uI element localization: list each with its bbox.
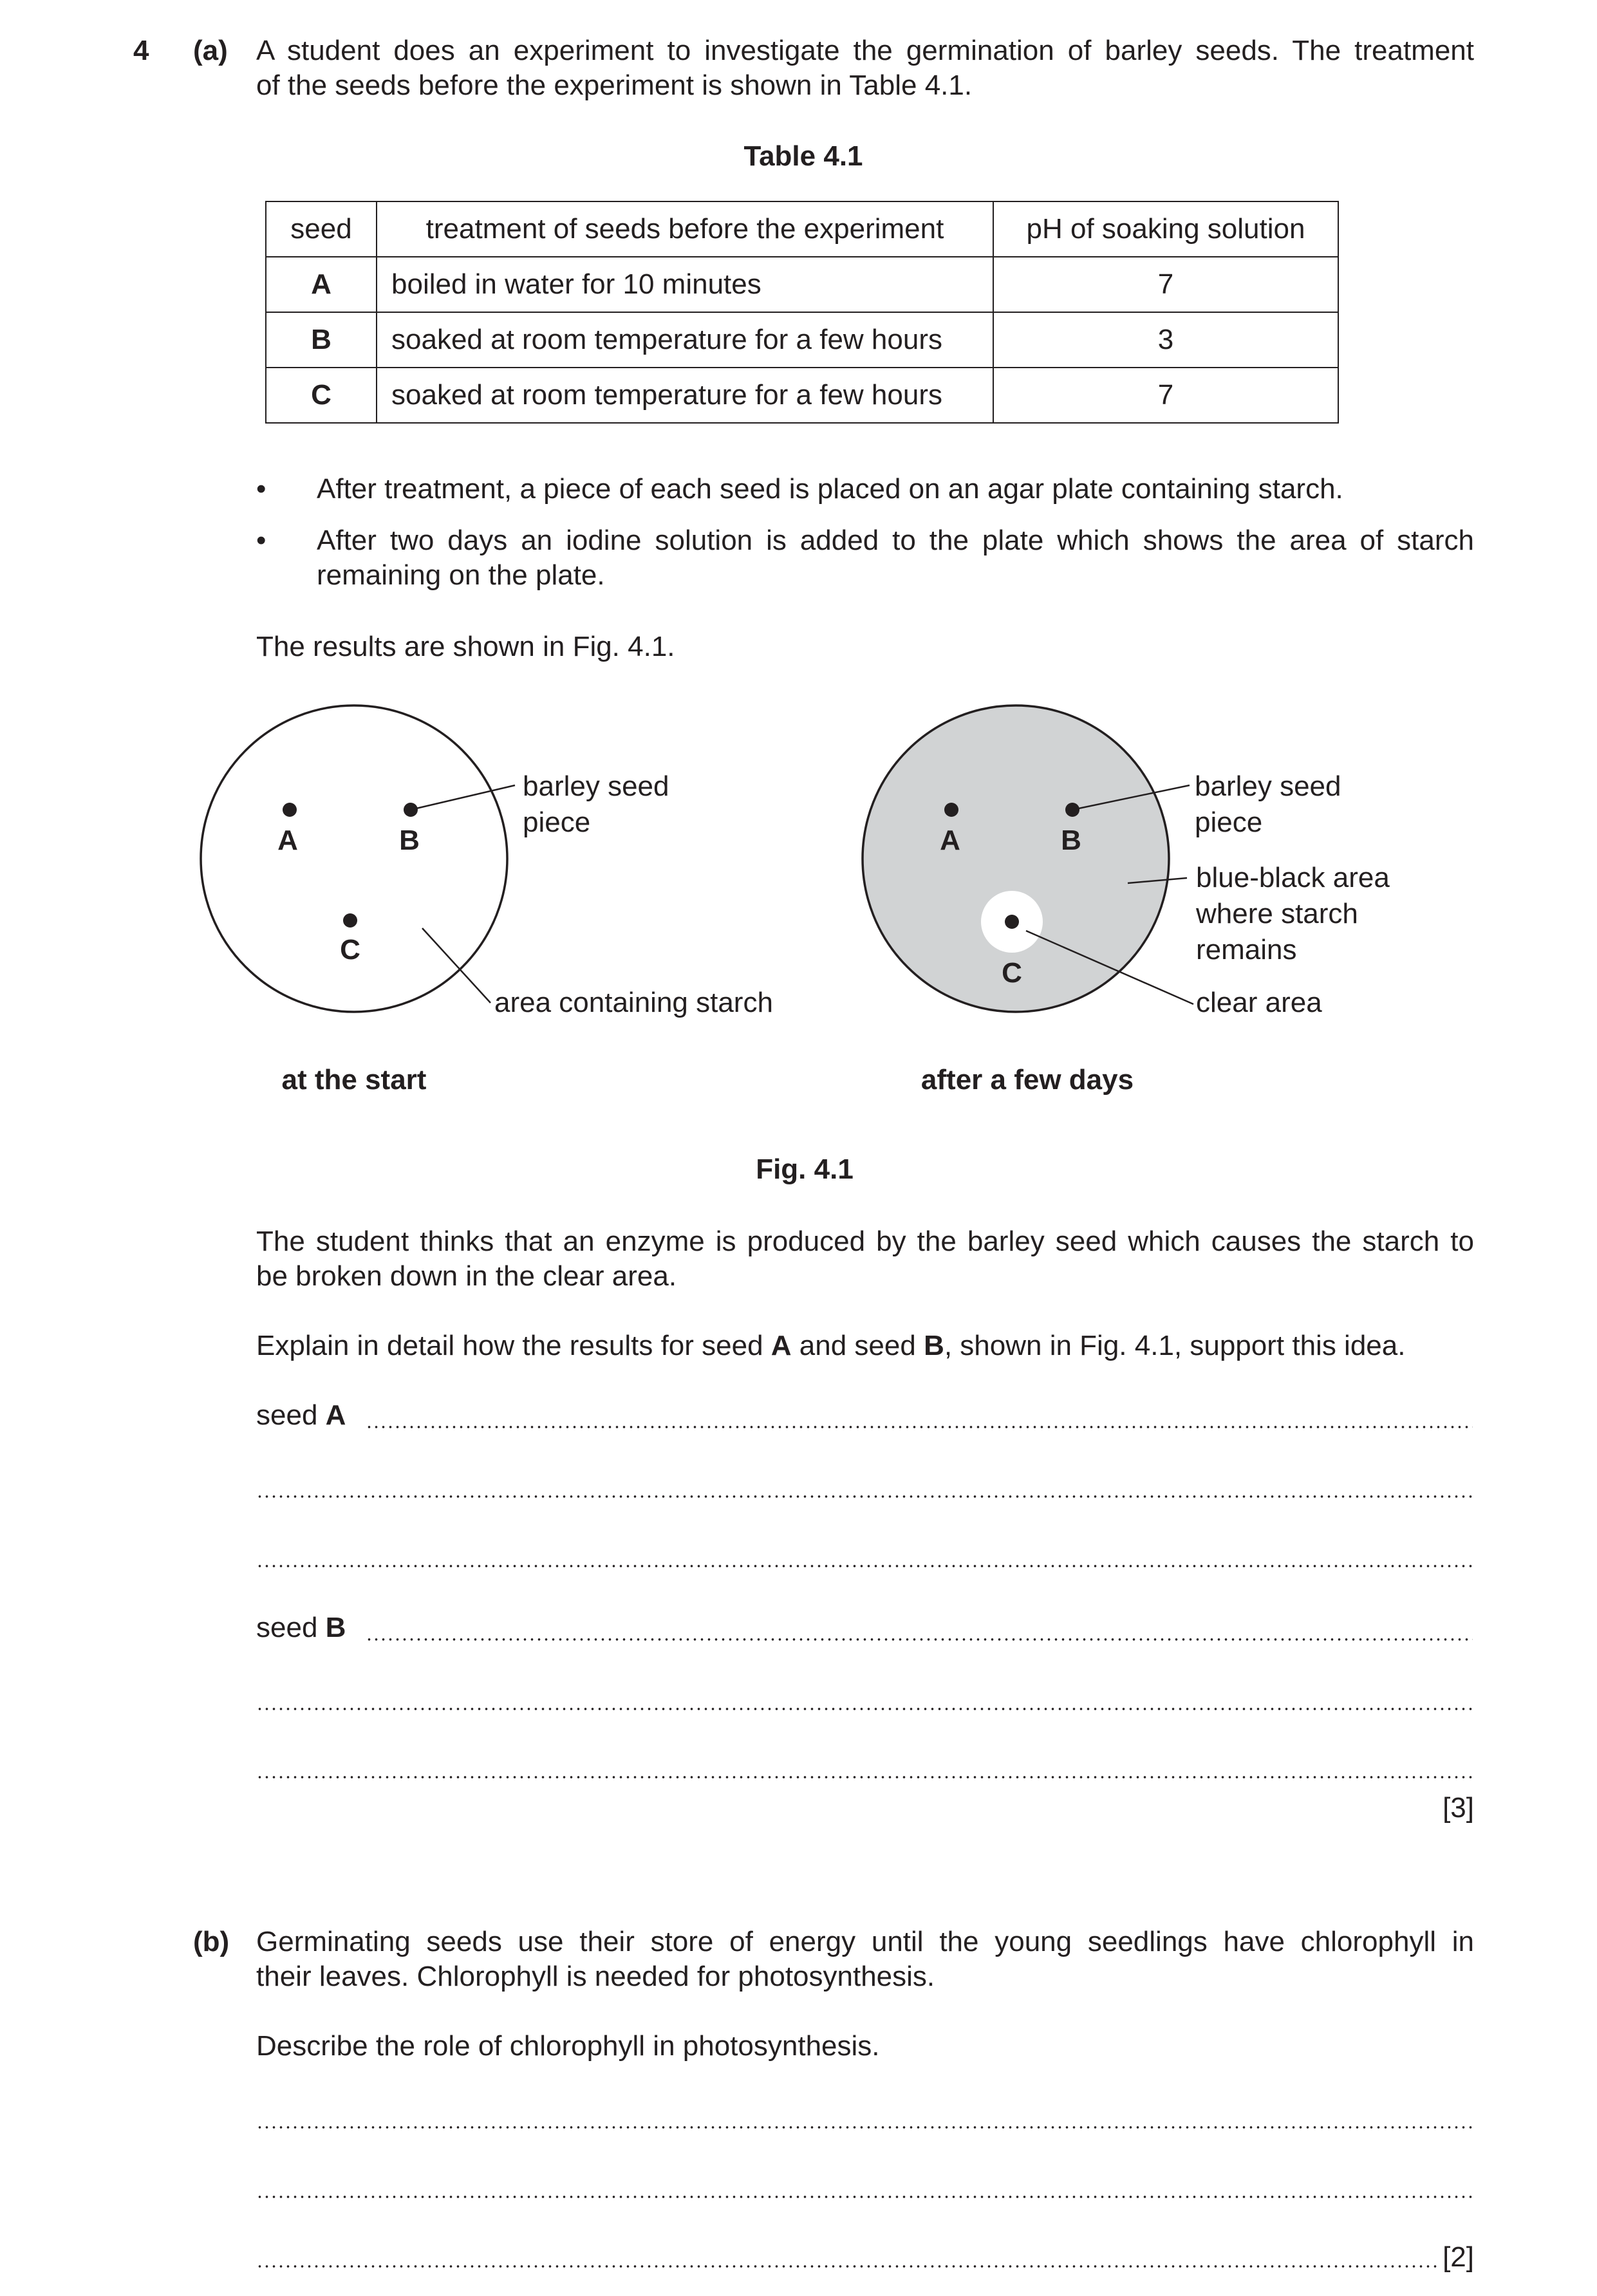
table-title: Table 4.1 bbox=[743, 140, 863, 172]
seed-a-label: seed A bbox=[256, 1399, 346, 1431]
answer-line-part-b-1[interactable] bbox=[256, 2125, 1473, 2129]
cell-ph: 7 bbox=[993, 257, 1338, 312]
answer-line-seed-a-3[interactable] bbox=[256, 1564, 1473, 1568]
seed-dot-c bbox=[343, 913, 357, 928]
dish-at-start bbox=[201, 705, 773, 1096]
label-piece: piece bbox=[523, 807, 591, 838]
answer-line-part-b-2[interactable] bbox=[256, 2195, 1473, 2199]
answer-line-seed-b-3[interactable] bbox=[256, 1775, 1473, 1779]
results-text: The results are shown in Fig. 4.1. bbox=[256, 631, 675, 662]
caption-at-start: at the start bbox=[281, 1064, 427, 1096]
answer-line-seed-a-2[interactable] bbox=[256, 1495, 1473, 1498]
cell-ph: 7 bbox=[993, 368, 1338, 423]
seed-dot-a bbox=[944, 803, 958, 817]
seed-label-b: B bbox=[399, 825, 420, 856]
cell-seed: C bbox=[266, 368, 377, 423]
label-barley-seed: barley seed bbox=[1195, 770, 1341, 802]
label-remains: remains bbox=[1196, 934, 1297, 966]
cell-seed: B bbox=[266, 312, 377, 368]
answer-line-part-b-3[interactable] bbox=[256, 2264, 1438, 2268]
seed-dot-c bbox=[1005, 915, 1019, 929]
cell-seed: A bbox=[266, 257, 377, 312]
dish-after-few-days bbox=[863, 705, 1390, 1096]
seed-label-c: C bbox=[340, 934, 360, 966]
bullet-marker: • bbox=[256, 525, 266, 556]
header-treatment: treatment of seeds before the experiment bbox=[377, 201, 993, 257]
seed-label-a: A bbox=[277, 825, 298, 856]
answer-line-seed-b-1[interactable] bbox=[366, 1638, 1473, 1641]
caption-after-few-days: after a few days bbox=[920, 1064, 1134, 1096]
part-a-label: (a) bbox=[193, 35, 228, 66]
cell-treatment: soaked at room temperature for a few hours bbox=[377, 312, 993, 368]
enzyme-line-2: be broken down in the clear area. bbox=[256, 1260, 677, 1292]
seed-b-label: seed B bbox=[256, 1612, 346, 1643]
part-b-label: (b) bbox=[193, 1926, 230, 1957]
bullet-2: After two days an iodine solution is added to the plate which shows the area of starch remaining on the plate. bbox=[317, 525, 1474, 591]
intro-line-1: A student does an experiment to investigate the germination of barley seeds. The treatment bbox=[256, 35, 1474, 66]
label-barley-seed: barley seed bbox=[523, 770, 669, 802]
header-ph: pH of soaking solution bbox=[993, 201, 1338, 257]
seed-label-c: C bbox=[1002, 957, 1022, 989]
seed-label-b: B bbox=[1061, 825, 1081, 856]
seed-dot-a bbox=[283, 803, 297, 817]
figure-4-1 bbox=[0, 0, 1597, 1133]
part-b-line-1: Germinating seeds use their store of energy until the young seedlings have chlorophyll in bbox=[256, 1926, 1474, 1957]
label-blue-black-area: blue-black area bbox=[1196, 862, 1390, 893]
label-piece: piece bbox=[1195, 807, 1263, 838]
cell-ph: 3 bbox=[993, 312, 1338, 368]
marks-part-b: [2] bbox=[1443, 2241, 1474, 2273]
cell-treatment: boiled in water for 10 minutes bbox=[377, 257, 993, 312]
label-area-containing-starch: area containing starch bbox=[494, 987, 773, 1018]
seed-label-a: A bbox=[940, 825, 960, 856]
explain-instruction: Explain in detail how the results for seed A and seed B, shown in Fig. 4.1, support this idea. bbox=[256, 1330, 1406, 1361]
cell-treatment: soaked at room temperature for a few hours bbox=[377, 368, 993, 423]
marks-part-a: [3] bbox=[1443, 1792, 1474, 1824]
bullet-1: After treatment, a piece of each seed is placed on an agar plate containing starch. bbox=[317, 473, 1343, 505]
figure-title-text: Fig. 4.1 bbox=[756, 1153, 854, 1185]
label-where-starch: where starch bbox=[1196, 898, 1358, 929]
answer-line-seed-b-2[interactable] bbox=[256, 1707, 1473, 1711]
enzyme-line-1: The student thinks that an enzyme is produced by the barley seed which causes the starch to bbox=[256, 1226, 1474, 1257]
label-clear-area: clear area bbox=[1196, 987, 1322, 1018]
question-number: 4 bbox=[133, 35, 149, 66]
bullet-marker: • bbox=[256, 473, 266, 505]
part-b-prompt: Describe the role of chlorophyll in photosynthesis. bbox=[256, 2030, 880, 2062]
answer-line-seed-a-1[interactable] bbox=[366, 1425, 1473, 1429]
agar-plate-start bbox=[201, 705, 507, 1012]
intro-line-2: of the seeds before the experiment is shown in Table 4.1. bbox=[256, 70, 973, 101]
part-b-line-2: their leaves. Chlorophyll is needed for photosynthesis. bbox=[256, 1961, 935, 1992]
header-seed: seed bbox=[266, 201, 377, 257]
